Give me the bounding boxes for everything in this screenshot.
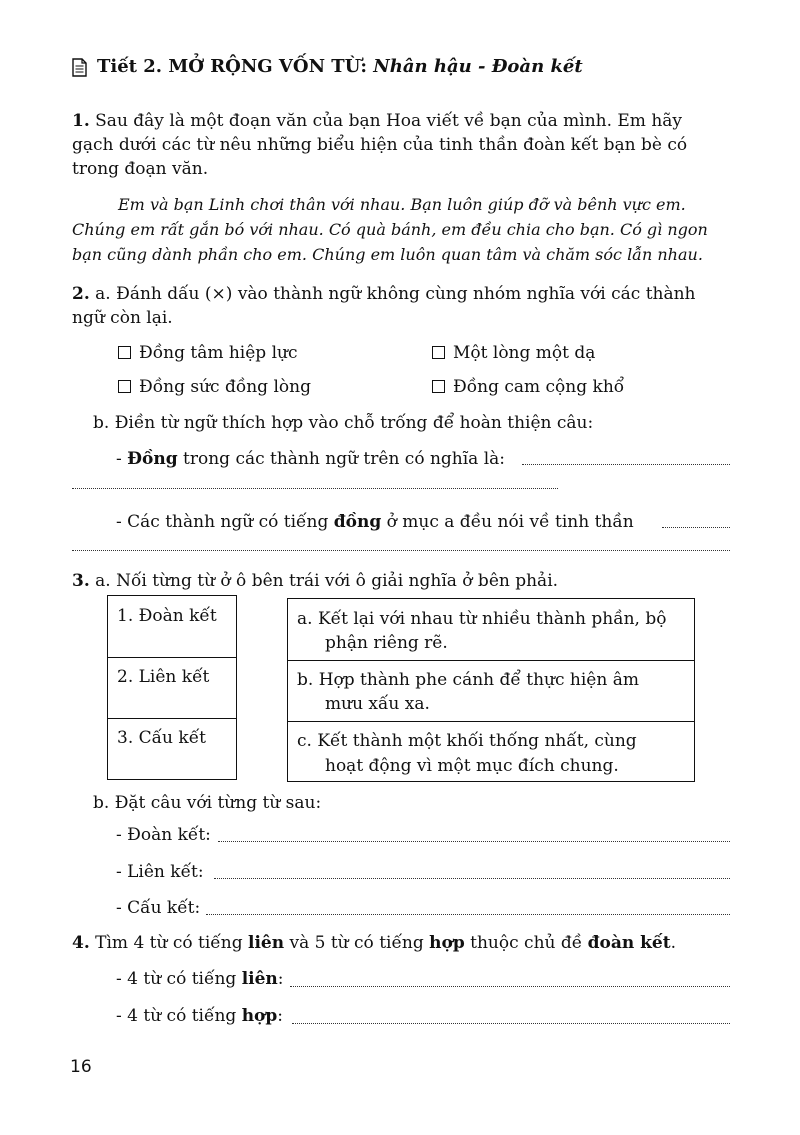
page-number: 16 (70, 1057, 92, 1077)
definition-b-cont: mưu xấu xa. (325, 694, 430, 714)
q1-line-1: 1. Sau đây là một đoạn văn của bạn Hoa viết về bạn của mình. Em hãy (72, 111, 683, 131)
q1-line-2: gạch dưới các từ nêu những biểu hiện của tinh thần đoàn kết bạn bè có (72, 135, 688, 155)
q2-b1-prompt: - Đồng trong các thành ngữ trên có nghĩa là: (116, 449, 506, 469)
option-dong-suc-dong-long[interactable]: Đồng sức đồng lòng (118, 376, 311, 398)
divider (288, 660, 694, 661)
q1-passage-line-2: Chúng em rất gắn bó với nhau. Có quà bánh, em đều chia cho bạn. Có gì ngon (72, 220, 708, 239)
option-dong-cam-cong-kho[interactable]: Đồng cam cộng khổ (432, 376, 624, 398)
definition-c[interactable]: c. Kết thành một khối thống nhất, cùng (297, 731, 637, 751)
answer-line[interactable] (218, 841, 730, 842)
definition-column (287, 598, 695, 782)
answer-line[interactable] (522, 464, 730, 465)
answer-line[interactable] (206, 914, 730, 915)
term-doan-ket[interactable]: 1. Đoàn kết (117, 606, 217, 626)
q1-line-3: trong đoạn văn. (72, 159, 209, 179)
q2-b2-prompt: - Các thành ngữ có tiếng đồng ở mục a đều nói về tinh thần (116, 512, 634, 532)
option-dong-tam-hiep-luc[interactable]: Đồng tâm hiệp lực (118, 342, 298, 364)
q4-instruction: 4. Tìm 4 từ có tiếng liên và 5 từ có tiếng hợp thuộc chủ đề đoàn kết. (72, 933, 676, 953)
definition-c-cont: hoạt động vì một mục đích chung. (325, 756, 619, 776)
q3-a-instruction: 3. a. Nối từng từ ở ô bên trái với ô giải nghĩa ở bên phải. (72, 571, 559, 591)
answer-line[interactable] (72, 550, 730, 551)
q2-b-instruction: b. Điền từ ngữ thích hợp vào chỗ trống để hoàn thiện câu: (93, 413, 594, 433)
divider (108, 657, 236, 658)
definition-a-cont: phận riêng rẽ. (325, 633, 448, 653)
checkbox[interactable] (432, 346, 445, 359)
q4-lien-prompt: - 4 từ có tiếng liên: (116, 969, 284, 989)
answer-line[interactable] (214, 878, 730, 879)
lesson-title: Tiết 2. MỞ RỘNG VỐN TỪ: Nhân hậu - Đoàn kết (97, 56, 583, 77)
q3-b-doan-ket: - Đoàn kết: (116, 825, 211, 845)
q3-b-instruction: b. Đặt câu với từng từ sau: (93, 793, 322, 813)
q4-hop-prompt: - 4 từ có tiếng hợp: (116, 1006, 284, 1026)
q2-a-line-2: ngữ còn lại. (72, 308, 173, 328)
definition-a[interactable]: a. Kết lại với nhau từ nhiều thành phần, bộ (297, 609, 667, 629)
checkbox[interactable] (118, 380, 131, 393)
answer-line[interactable] (662, 527, 730, 528)
q2-a-line-1: 2. a. Đánh dấu (×) vào thành ngữ không cùng nhóm nghĩa với các thành (72, 284, 696, 304)
definition-b[interactable]: b. Hợp thành phe cánh để thực hiện âm (297, 670, 639, 690)
answer-line[interactable] (290, 986, 730, 987)
option-mot-long-mot-da[interactable]: Một lòng một dạ (432, 342, 595, 364)
left-term-column (107, 595, 237, 780)
divider (288, 721, 694, 722)
term-lien-ket[interactable]: 2. Liên kết (117, 667, 210, 687)
term-cau-ket[interactable]: 3. Cấu kết (117, 728, 206, 748)
answer-line[interactable] (72, 488, 558, 489)
document-icon (72, 58, 87, 77)
answer-line[interactable] (292, 1023, 730, 1024)
q1-passage-line-3: bạn cũng dành phần cho em. Chúng em luôn quan tâm và chăm sóc lẫn nhau. (72, 245, 703, 264)
q3-b-cau-ket: - Cấu kết: (116, 898, 201, 918)
checkbox[interactable] (118, 346, 131, 359)
q3-b-lien-ket: - Liên kết: (116, 862, 204, 882)
q1-passage-line-1: Em và bạn Linh chơi thân với nhau. Bạn luôn giúp đỡ và bênh vực em. (118, 195, 686, 214)
divider (108, 718, 236, 719)
checkbox[interactable] (432, 380, 445, 393)
